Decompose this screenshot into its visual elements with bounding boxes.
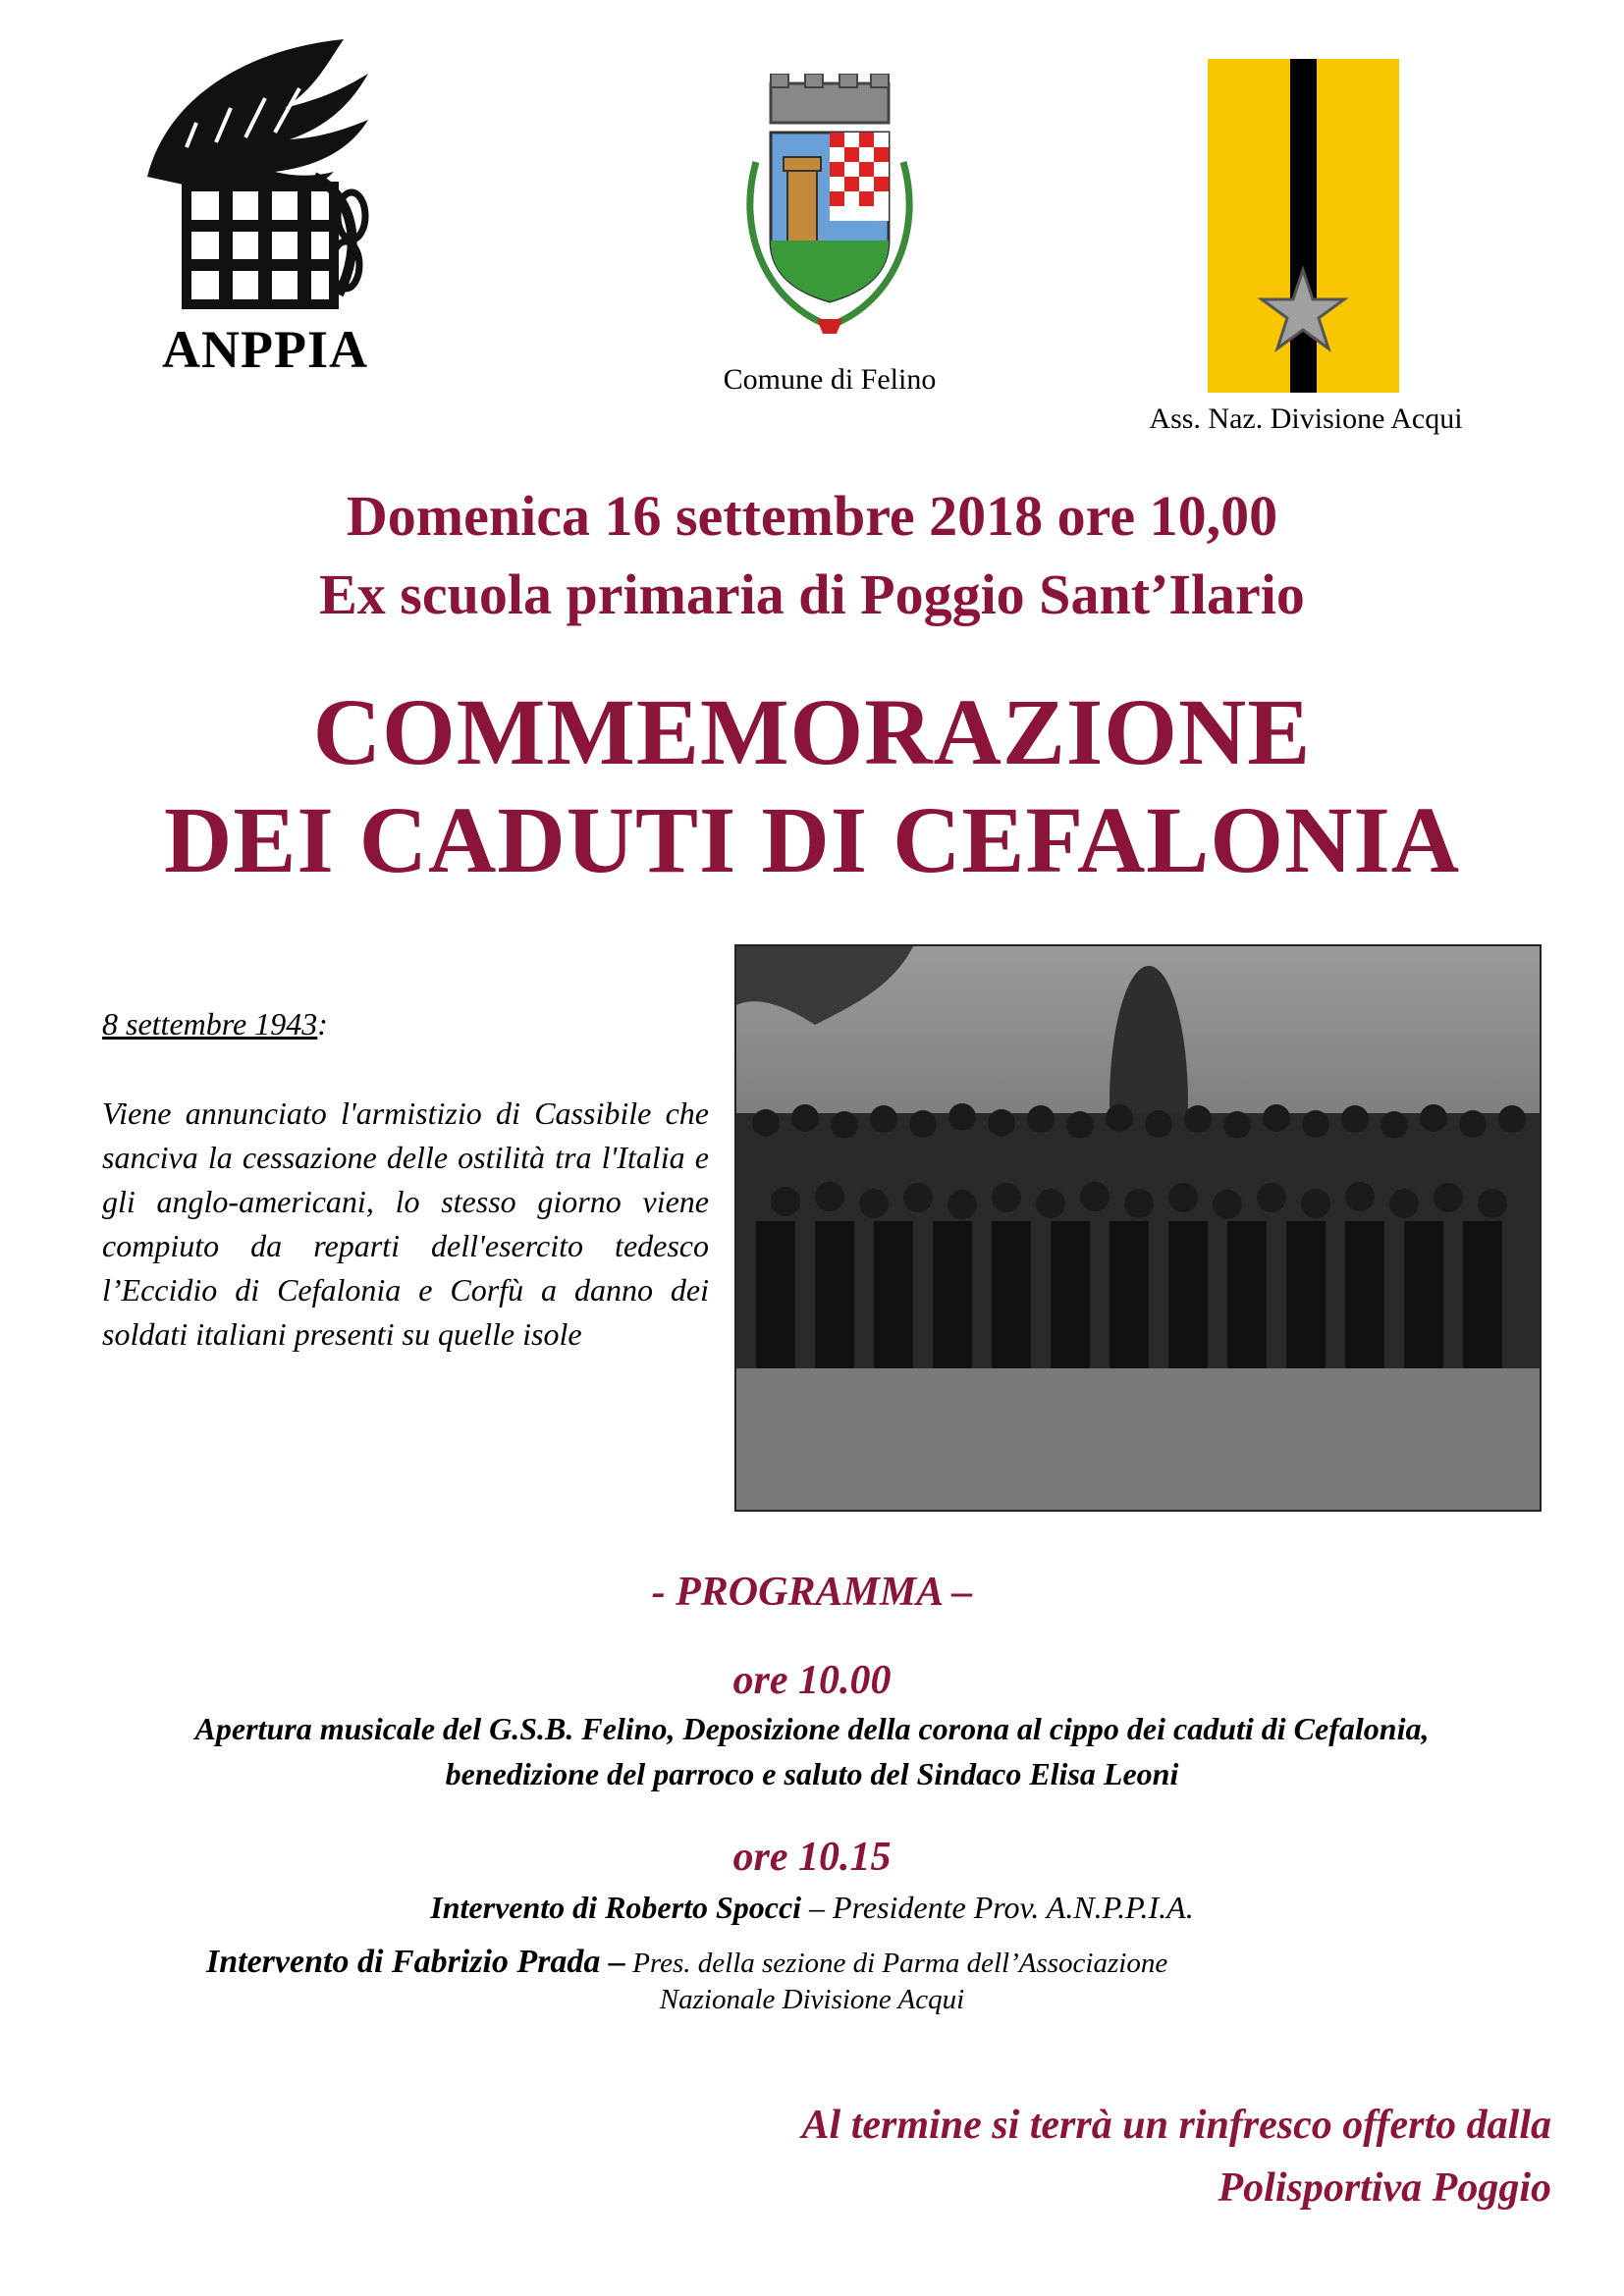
speaker2-role: Pres. della sezione di Parma dell’Associazione — [624, 1948, 1168, 1979]
slot2-speaker2 — [206, 1939, 1167, 1986]
event-title-line1: COMMEMORAZIONE — [312, 679, 1312, 784]
closing-line1: Al termine si terrà un rinfresco offerto dalla — [801, 2103, 1551, 2148]
speaker1-role: – Presidente Prov. A.N.P.P.I.A. — [801, 1890, 1194, 1925]
closing-note — [589, 2094, 1551, 2219]
history-date-suffix: : — [317, 1006, 328, 1041]
anppia-name: ANPPIA — [162, 320, 368, 379]
event-date-time: Domenica 16 settembre 2018 ore 10,00 — [346, 484, 1278, 548]
acqui-name: Ass. Naz. Divisione Acqui — [1149, 402, 1463, 435]
slot2-speaker1 — [0, 1890, 1624, 1926]
speaker2-name: Intervento di Fabrizio Prada – — [206, 1944, 625, 1980]
acqui-flag — [1208, 59, 1399, 393]
comune-crest — [727, 74, 933, 339]
slot1-description: Apertura musicale del G.S.B. Felino, Deposizione della corona al cippo dei caduti di Cefalonia, benedizione del parroco e saluto del Sindaco Elisa Leoni — [194, 1711, 1430, 1791]
history-text: Viene annunciato l'armistizio di Cassibile che sanciva la cessazione delle ostilità tra l'Italia e gli anglo-americani, lo stesso giorno viene compiuto da reparti dell'esercito tedesco l’Eccidio di Cefalonia e Corfù a danno dei soldati italiani presenti su quelle isole — [102, 1095, 709, 1352]
comune-name: Comune di Felino — [723, 363, 937, 396]
history-date-label: 8 settembre 1943 — [102, 1006, 318, 1041]
event-place: Ex scuola primaria di Poggio Sant’Ilario — [319, 562, 1305, 626]
historical-photo — [734, 944, 1542, 1512]
slot2-time: ore 10.15 — [732, 1835, 892, 1880]
speaker2-role-cont: Nazionale Divisione Acqui — [659, 1984, 965, 2015]
programme-heading: - PROGRAMMA – — [651, 1570, 973, 1615]
speaker1-name: Intervento di Roberto Spocci — [430, 1890, 802, 1925]
anppia-logo — [128, 29, 403, 368]
event-title-line2: DEI CADUTI DI CEFALONIA — [163, 787, 1461, 892]
history-date — [102, 1006, 328, 1042]
slot1-time: ore 10.00 — [732, 1658, 892, 1703]
closing-line2: Polisportiva Poggio — [1218, 2165, 1551, 2211]
